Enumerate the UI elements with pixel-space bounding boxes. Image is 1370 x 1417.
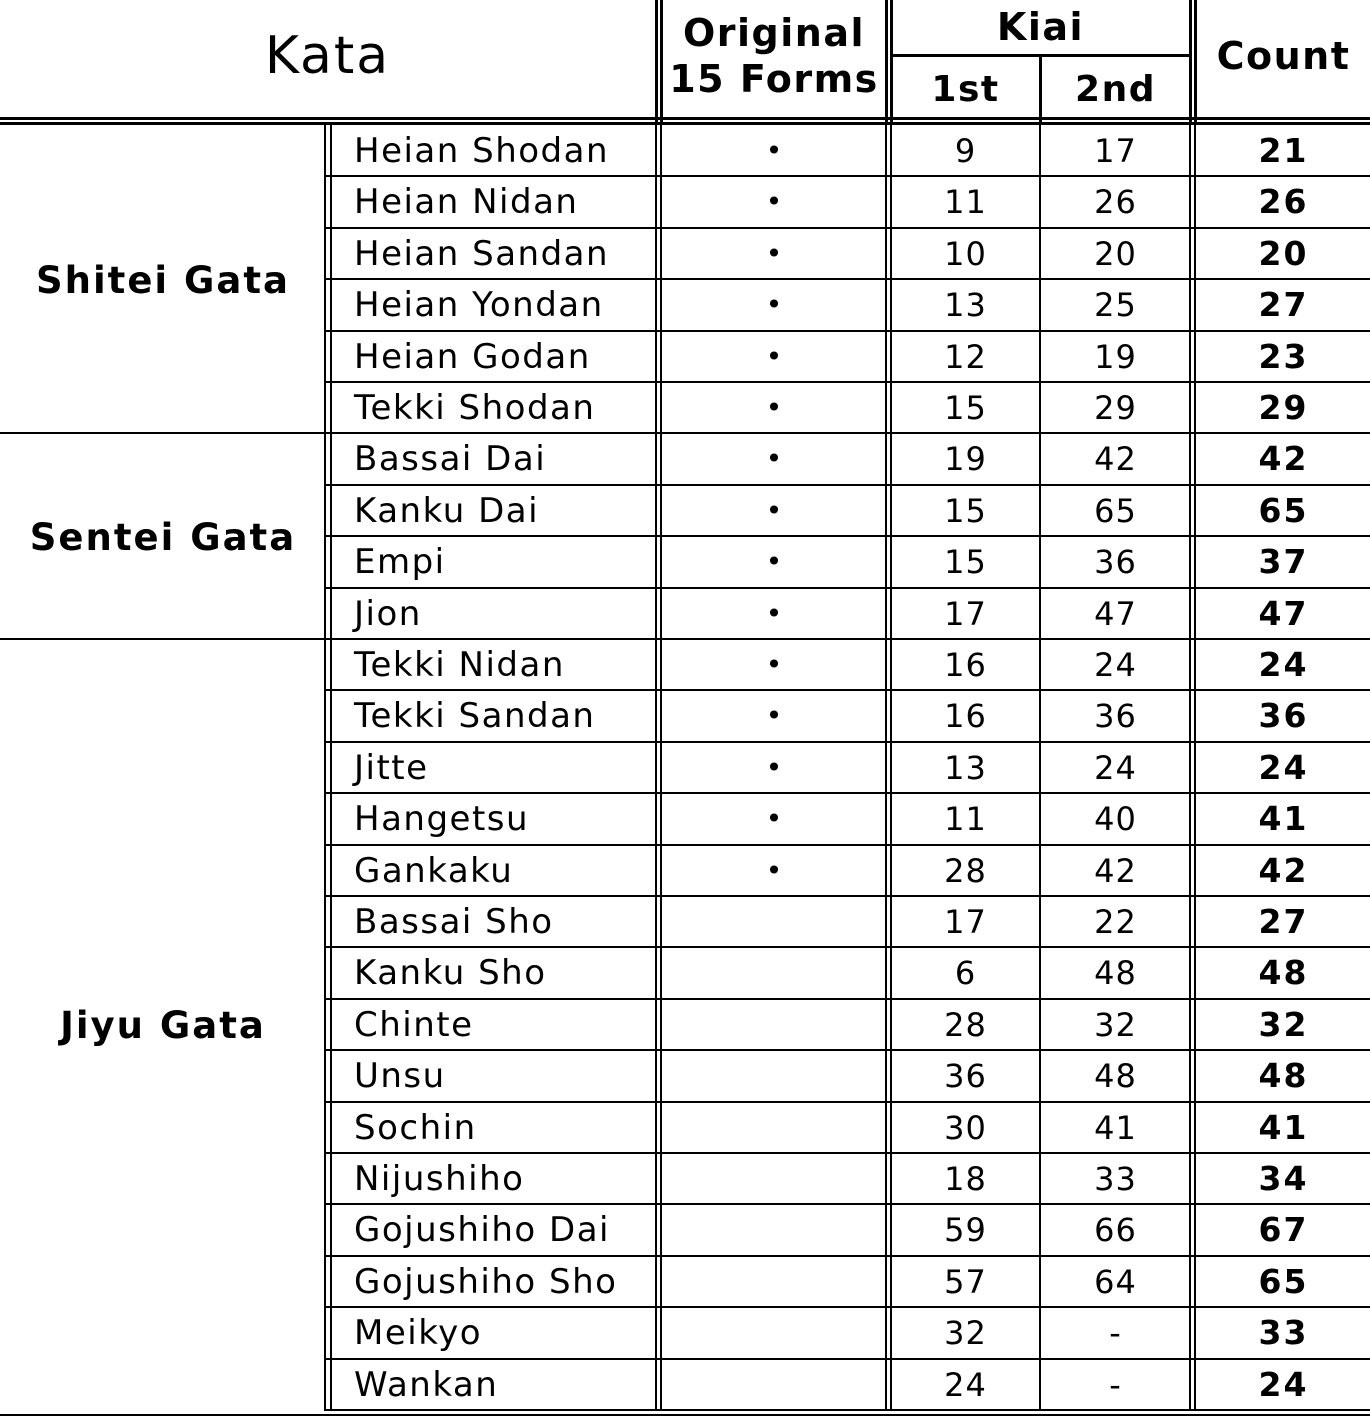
kiai-2nd: 20 xyxy=(1094,234,1137,273)
count-value: 42 xyxy=(1258,851,1309,890)
kata-name: Heian Sandan xyxy=(354,233,610,274)
original-form-dot: • xyxy=(765,494,783,527)
bottom-rule xyxy=(0,1414,1370,1416)
kiai-1st: 24 xyxy=(944,1365,987,1404)
original-form-dot: • xyxy=(765,391,783,424)
kiai-1st: 28 xyxy=(944,1005,987,1044)
kata-name: Chinte xyxy=(354,1004,474,1045)
kiai-1st: 15 xyxy=(944,542,987,581)
header-rule xyxy=(885,0,888,124)
header-rule xyxy=(0,117,1370,120)
kata-name: Gojushiho Sho xyxy=(354,1261,618,1302)
header-original xyxy=(663,0,885,112)
kiai-1st: 57 xyxy=(944,1262,987,1301)
kiai-1st: 59 xyxy=(944,1210,987,1249)
kiai-1st: 15 xyxy=(944,491,987,530)
kiai-1st: 17 xyxy=(944,594,987,633)
count-value: 26 xyxy=(1258,182,1309,221)
original-form-dot: • xyxy=(765,340,783,373)
count-value: 36 xyxy=(1258,696,1309,735)
column-rule xyxy=(1194,124,1196,1411)
kiai-2nd: 19 xyxy=(1094,337,1137,376)
header-rule xyxy=(890,0,893,124)
header-count: Count xyxy=(1216,34,1351,78)
kiai-2nd: 42 xyxy=(1094,851,1137,890)
kiai-1st: 15 xyxy=(944,388,987,427)
kiai-2nd: 22 xyxy=(1094,902,1137,941)
group-label: Jiyu Gata xyxy=(60,1004,266,1047)
column-rule xyxy=(330,124,332,1411)
count-value: 41 xyxy=(1258,1108,1309,1147)
kata-name: Tekki Sandan xyxy=(354,695,596,736)
kiai-2nd: 64 xyxy=(1094,1262,1137,1301)
original-form-dot: • xyxy=(765,751,783,784)
kiai-2nd: - xyxy=(1109,1313,1122,1352)
kiai-2nd: 66 xyxy=(1094,1210,1137,1249)
original-form-dot: • xyxy=(765,288,783,321)
header-kiai-2nd: 2nd xyxy=(1075,68,1156,110)
kiai-1st: 30 xyxy=(944,1108,987,1147)
count-value: 48 xyxy=(1258,953,1309,992)
column-rule xyxy=(885,124,887,1411)
kiai-2nd: 36 xyxy=(1094,542,1137,581)
column-rule xyxy=(324,124,326,1411)
kiai-2nd: 47 xyxy=(1094,594,1137,633)
original-form-dot: • xyxy=(765,545,783,578)
kiai-2nd: 65 xyxy=(1094,491,1137,530)
header-kata: Kata xyxy=(264,26,391,86)
kata-name: Heian Nidan xyxy=(354,181,579,222)
kiai-1st: 9 xyxy=(954,131,977,170)
kiai-2nd: 17 xyxy=(1094,131,1137,170)
count-value: 24 xyxy=(1258,1365,1309,1404)
kiai-1st: 32 xyxy=(944,1313,987,1352)
kata-name: Wankan xyxy=(354,1364,499,1405)
kiai-2nd: 25 xyxy=(1094,285,1137,324)
kata-name: Bassai Dai xyxy=(354,438,547,479)
count-value: 32 xyxy=(1258,1005,1309,1044)
count-value: 27 xyxy=(1258,285,1309,324)
count-value: 65 xyxy=(1258,1262,1309,1301)
kata-name: Kanku Dai xyxy=(354,490,540,531)
kiai-2nd: 29 xyxy=(1094,388,1137,427)
kiai-1st: 36 xyxy=(944,1056,987,1095)
original-form-dot: • xyxy=(765,854,783,887)
original-form-dot: • xyxy=(765,442,783,475)
kiai-1st: 18 xyxy=(944,1159,987,1198)
kiai-1st: 10 xyxy=(944,234,987,273)
kiai-2nd: 32 xyxy=(1094,1005,1137,1044)
kata-name: Unsu xyxy=(354,1055,446,1096)
header-rule xyxy=(1039,56,1042,124)
count-value: 48 xyxy=(1258,1056,1309,1095)
kata-name: Gankaku xyxy=(354,850,514,891)
header-rule xyxy=(655,0,658,124)
column-rule xyxy=(1039,124,1041,1411)
kiai-1st: 13 xyxy=(944,748,987,787)
count-value: 65 xyxy=(1258,491,1309,530)
kata-name: Heian Yondan xyxy=(354,284,604,325)
kata-name: Tekki Shodan xyxy=(354,387,596,428)
column-rule xyxy=(890,124,892,1411)
column-rule xyxy=(1189,124,1191,1411)
column-rule xyxy=(655,124,657,1411)
kiai-2nd: 36 xyxy=(1094,696,1137,735)
kiai-2nd: 40 xyxy=(1094,799,1137,838)
kiai-1st: 12 xyxy=(944,337,987,376)
header-original-line1: Original xyxy=(682,11,866,55)
count-value: 20 xyxy=(1258,234,1309,273)
count-value: 29 xyxy=(1258,388,1309,427)
header-original-line2: 15 Forms xyxy=(669,57,879,101)
kata-name: Kanku Sho xyxy=(354,952,547,993)
kiai-1st: 16 xyxy=(944,696,987,735)
kiai-1st: 16 xyxy=(944,645,987,684)
original-form-dot: • xyxy=(765,699,783,732)
kata-name: Empi xyxy=(354,541,446,582)
original-form-dot: • xyxy=(765,648,783,681)
kata-name: Jion xyxy=(354,593,422,634)
kata-name: Hangetsu xyxy=(354,798,530,839)
header-rule xyxy=(660,0,663,124)
kiai-1st: 6 xyxy=(954,953,977,992)
kiai-1st: 11 xyxy=(944,182,987,221)
kiai-1st: 28 xyxy=(944,851,987,890)
original-form-dot: • xyxy=(765,802,783,835)
kata-name: Bassai Sho xyxy=(354,901,554,942)
original-form-dot: • xyxy=(765,237,783,270)
kiai-1st: 19 xyxy=(944,439,987,478)
kiai-2nd: - xyxy=(1109,1365,1122,1404)
count-value: 33 xyxy=(1258,1313,1309,1352)
kata-name: Heian Shodan xyxy=(354,130,610,171)
count-value: 47 xyxy=(1258,594,1309,633)
kiai-2nd: 48 xyxy=(1094,953,1137,992)
kiai-1st: 11 xyxy=(944,799,987,838)
count-value: 27 xyxy=(1258,902,1309,941)
column-rule xyxy=(660,124,662,1411)
header-rule xyxy=(0,122,1370,125)
count-value: 67 xyxy=(1258,1210,1309,1249)
kata-name: Jitte xyxy=(354,747,429,788)
header-rule xyxy=(1194,0,1197,124)
kiai-2nd: 33 xyxy=(1094,1159,1137,1198)
count-value: 41 xyxy=(1258,799,1309,838)
group-label: Sentei Gata xyxy=(29,515,297,559)
kiai-2nd: 24 xyxy=(1094,645,1137,684)
header-kiai: Kiai xyxy=(996,5,1085,49)
kiai-2nd: 42 xyxy=(1094,439,1137,478)
kata-name: Meikyo xyxy=(354,1312,483,1353)
kiai-2nd: 41 xyxy=(1094,1108,1137,1147)
kata-name: Tekki Nidan xyxy=(354,644,565,685)
kata-name: Gojushiho Dai xyxy=(354,1209,610,1250)
header-rule xyxy=(892,54,1189,57)
count-value: 34 xyxy=(1258,1159,1309,1198)
row-rule xyxy=(326,1409,1370,1411)
kiai-1st: 13 xyxy=(944,285,987,324)
kiai-2nd: 26 xyxy=(1094,182,1137,221)
kata-name: Nijushiho xyxy=(354,1158,525,1199)
original-form-dot: • xyxy=(765,134,783,167)
count-value: 23 xyxy=(1258,337,1309,376)
count-value: 42 xyxy=(1258,439,1309,478)
kiai-1st: 17 xyxy=(944,902,987,941)
count-value: 24 xyxy=(1258,645,1309,684)
kiai-2nd: 48 xyxy=(1094,1056,1137,1095)
group-label: Shitei Gata xyxy=(35,258,290,302)
count-value: 24 xyxy=(1258,748,1309,787)
header-rule xyxy=(1189,0,1192,124)
kiai-2nd: 24 xyxy=(1094,748,1137,787)
count-value: 21 xyxy=(1258,131,1309,170)
header-kiai-1st: 1st xyxy=(931,68,1000,110)
kata-name: Sochin xyxy=(354,1107,477,1148)
original-form-dot: • xyxy=(765,185,783,218)
original-form-dot: • xyxy=(765,597,783,630)
kata-name: Heian Godan xyxy=(354,336,591,377)
count-value: 37 xyxy=(1258,542,1309,581)
